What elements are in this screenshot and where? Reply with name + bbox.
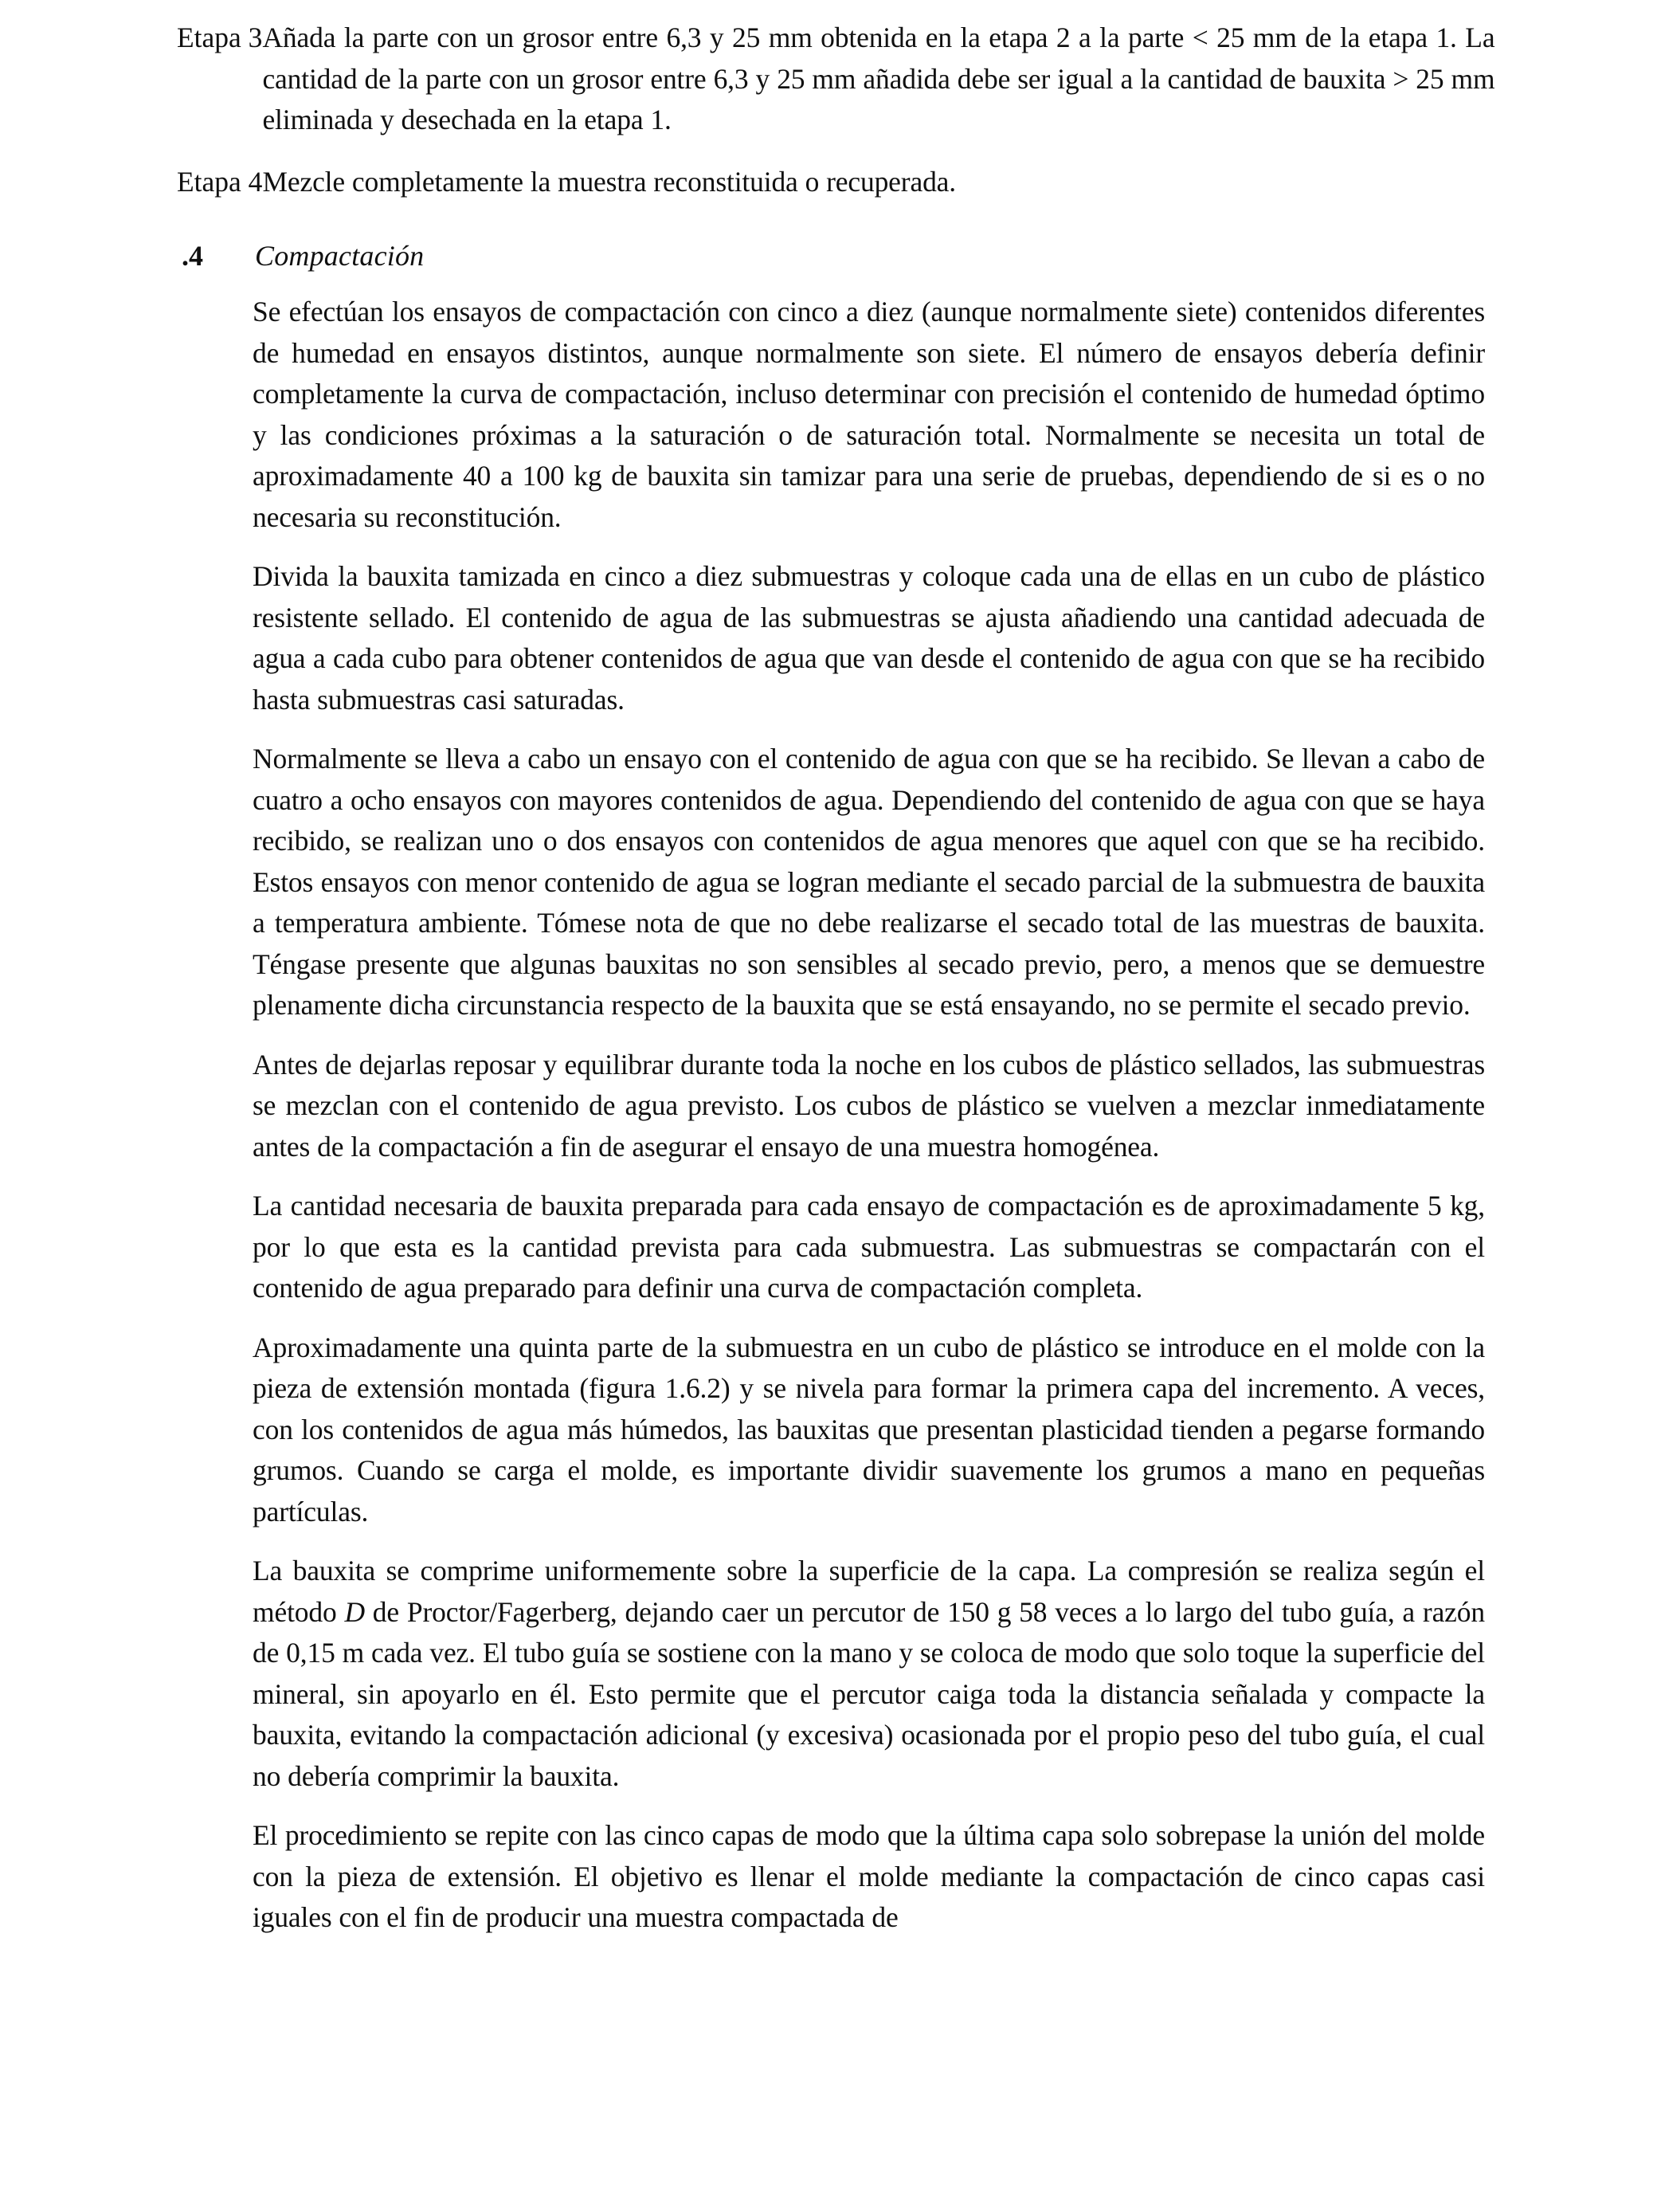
compression-text-before: La bauxita se comprime uniformemente sobre la superficie de la capa. La compresión se realiza según el método [253, 1555, 1485, 1628]
step-text: Añada la parte con un grosor entre 6,3 y 25 mm obtenida en la etapa 2 a la parte < 25 mm de la etapa 1. La cantidad de la parte con un grosor entre 6,3 y 25 mm añadida debe ser igual a la cantidad de bauxita > 25 mm eliminada y desechada en la etapa 1. [262, 22, 1495, 135]
section-title: Compactación [255, 240, 425, 272]
paragraph: El procedimiento se repite con las cinco capas de modo que la última capa solo sobrepase la unión del molde con la pieza de extensión. El objetivo es llenar el molde mediante la compactación de cinco capas casi iguales con el fin de producir una muestra compactada de [253, 1819, 1485, 1933]
paragraph: Aproximadamente una quinta parte de la submuestra en un cubo de plástico se introduce en el molde con la pieza de extensión montada (figura 1.6.2) y se nivela para formar la primera capa del incremento. A veces, con los contenidos de agua más húmedos, las bauxitas que presentan plasticidad tienden a pegarse formando grumos. Cuando se carga el molde, es importante dividir suavemente los grumos a mano en pequeñas partículas. [253, 1331, 1485, 1528]
section-body [253, 292, 1485, 1939]
paragraph: Antes de dejarlas reposar y equilibrar durante toda la noche en los cubos de plástico sellados, las submuestras se mezclan con el contenido de agua previsto. Los cubos de plástico se vuelven a mezclar inmediatamente antes de la compactación a fin de asegurar el ensayo de una muestra homogénea. [253, 1048, 1485, 1163]
step-body-etapa-3 [262, 18, 1494, 141]
method-variable-d: D [344, 1595, 365, 1628]
paragraph: Se efectúan los ensayos de compactación con cinco a diez (aunque normalmente siete) contenidos diferentes de humedad en ensayos distintos, aunque normalmente son siete. El número de ensayos debería definir completamente la curva de compactación, incluso determinar con precisión el contenido de humedad óptimo y las condiciones próximas a la saturación o de saturación total. Normalmente se necesita un total de aproximadamente 40 a 100 kg de bauxita sin tamizar para una serie de pruebas, dependiendo de si es o no necesaria su reconstitución. [253, 296, 1485, 533]
step-row [0, 18, 1653, 141]
step-row [0, 162, 1653, 203]
step-label-etapa-3: Etapa 3 [177, 22, 263, 53]
step-label-etapa-4: Etapa 4 [177, 165, 263, 198]
paragraph-compression [253, 1551, 1485, 1797]
paragraph: Divida la bauxita tamizada en cinco a diez submuestras y coloque cada una de ellas en un cubo de plástico resistente sellado. El contenido de agua de las submuestras se ajusta añadiendo una cantidad adecuada de agua a cada cubo para obtener contenidos de agua que van desde el contenido de agua con que se ha recibido hasta submuestras casi saturadas. [253, 560, 1485, 716]
paragraph: La cantidad necesaria de bauxita preparada para cada ensayo de compactación es de aproximadamente 5 kg, por lo que esta es la cantidad prevista para cada submuestra. Las submuestras se compactarán con el contenido de agua preparado para definir una curva de compactación completa. [253, 1190, 1485, 1304]
paragraph: Normalmente se lleva a cabo un ensayo con el contenido de agua con que se ha recibido. Se llevan a cabo de cuatro a ocho ensayos con mayores contenidos de agua. Dependiendo del contenido de agua con que se haya recibido, se realizan uno o dos ensayos con contenidos de agua menores que aquel con que se ha recibido. Estos ensayos con menor contenido de agua se logran mediante el secado parcial de la submuestra de bauxita a temperatura ambiente. Tómese nota de que no debe realizarse el secado total de las muestras de bauxita. Téngase presente que algunas bauxitas no son sensibles al secado previo, pero, a menos que se demuestre plenamente dicha circunstancia respecto de la bauxita que se está ensayando, no se permite el secado previo. [253, 743, 1485, 1021]
section-heading [0, 237, 1653, 274]
step-text: Mezcle completamente la muestra reconstituida o recuperada. [262, 165, 956, 198]
step-body-etapa-4 [262, 162, 1494, 203]
compression-text-after: de Proctor/Fagerberg, dejando caer un percutor de 150 g 58 veces a lo largo del tubo guía, a razón de 0,15 m cada vez. El tubo guía se sostiene con la mano y se coloca de modo que solo toque la superficie del mineral, sin apoyarlo en él. Esto permite que el percutor caiga toda la distancia señalada y compacte la bauxita, evitando la compactación adicional (y excesiva) ocasionada por el propio peso del tubo guía, el cual no debería comprimir la bauxita. [253, 1595, 1485, 1792]
section-number: .4 [182, 240, 203, 272]
